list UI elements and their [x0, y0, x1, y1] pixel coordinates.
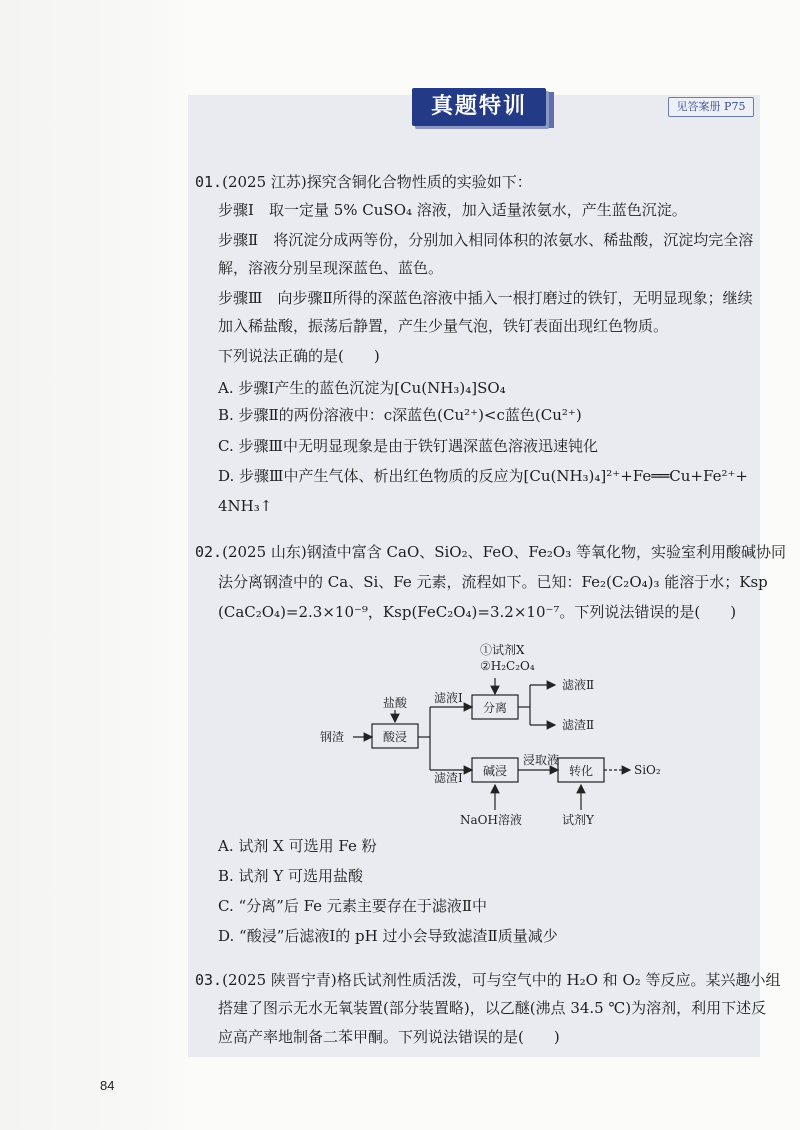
q1-option-a[interactable]: A. 步骤Ⅰ产生的蓝色沉淀为[Cu(NH₃)₄]SO₄ — [218, 379, 506, 397]
section-banner: 真题特训 — [412, 88, 546, 126]
label-filtrate-2: 滤液Ⅱ — [562, 678, 595, 692]
q1-step-2-text-a: 将沉淀分成两等份，分别加入相同体积的浓氨水、稀盐酸，沉淀均完全溶 — [273, 231, 754, 249]
question-3-source: (2025 陕晋宁青) — [222, 971, 337, 989]
q1-option-d-cont: 4NH₃↑ — [218, 497, 273, 515]
q1-option-b[interactable]: B. 步骤Ⅱ的两份溶液中：c深蓝色(Cu²⁺)<c蓝色(Cu²⁺) — [218, 406, 582, 424]
label-separation: 分离 — [483, 701, 508, 715]
q1-step-3 — [218, 288, 753, 308]
question-3-line-1: 格氏试剂性质活泼，可与空气中的 H₂O 和 O₂ 等反应。某兴趣小组 — [336, 971, 781, 989]
question-3-number: 03. — [195, 971, 223, 989]
question-2-number: 02. — [195, 543, 223, 561]
question-2-heading — [195, 542, 786, 562]
q1-option-c[interactable]: C. 步骤Ⅲ中无明显现象是由于铁钉遇深蓝色溶液迅速钝化 — [218, 437, 598, 455]
label-sio2: SiO₂ — [634, 763, 661, 777]
left-margin — [0, 0, 185, 1130]
q1-step-2-text-b: 解，溶液分别呈现深蓝色、蓝色。 — [218, 259, 444, 277]
q1-step-1-text: 取一定量 5% CuSO₄ 溶液，加入适量浓氨水，产生蓝色沉淀。 — [268, 201, 687, 219]
label-acid-leach: 酸浸 — [383, 730, 408, 744]
question-2-line-2: 法分离钢渣中的 Ca、Si、Fe 元素，流程如下。已知：Fe₂(C₂O₄)₃ 能溶于水；Ksp — [218, 573, 768, 591]
label-leachate: 浸取液 — [523, 753, 560, 767]
q1-step-2-label: 步骤Ⅱ — [218, 231, 259, 249]
label-filtrate-1: 滤液Ⅰ — [434, 691, 463, 705]
question-3-line-3: 应高产率地制备二苯甲酮。下列说法错误的是( ) — [218, 1028, 560, 1046]
label-residue-2: 滤渣Ⅱ — [562, 718, 595, 732]
label-residue-1: 滤渣Ⅰ — [434, 771, 463, 785]
question-2-source: (2025 山东) — [222, 543, 307, 561]
question-1-source: (2025 江苏) — [222, 173, 307, 191]
question-2-line-1: 钢渣中富含 CaO、SiO₂、FeO、Fe₂O₃ 等氧化物，实验室利用酸碱协同 — [306, 543, 786, 561]
label-steel-slag: 钢渣 — [320, 730, 345, 744]
label-alkali-leach: 碱浸 — [483, 764, 508, 778]
banner-shadow — [546, 92, 554, 128]
flow-diagram — [300, 640, 700, 830]
q2-option-c[interactable]: C. “分离”后 Fe 元素主要存在于滤液Ⅱ中 — [218, 897, 488, 915]
label-naoh: NaOH溶液 — [460, 813, 522, 827]
q1-step-1-label: 步骤Ⅰ — [218, 201, 254, 219]
label-reagent-y: 试剂Y — [562, 813, 594, 827]
q2-option-d[interactable]: D. “酸浸”后滤液Ⅰ的 pH 过小会导致滤渣Ⅱ质量减少 — [218, 927, 558, 945]
question-1-heading — [195, 172, 532, 192]
question-3-heading — [195, 970, 781, 990]
question-2-line-3: (CaC₂O₄)=2.3×10⁻⁹，Ksp(FeC₂O₄)=3.2×10⁻⁷。下列说法错误的是( ) — [218, 603, 737, 621]
label-hcl: 盐酸 — [383, 696, 408, 710]
answer-reference-tag: 见答案册 P75 — [668, 97, 754, 117]
question-1-number: 01. — [195, 173, 223, 191]
q2-option-b[interactable]: B. 试剂 Y 可选用盐酸 — [218, 867, 363, 885]
q1-step-2 — [218, 230, 753, 250]
q1-step-3-text-a: 向步骤Ⅱ所得的深蓝色溶液中插入一根打磨过的铁钉，无明显现象；继续 — [277, 289, 753, 307]
q1-step-1 — [218, 200, 687, 220]
label-reagent-x: ①试剂X — [480, 643, 525, 657]
label-conversion: 转化 — [569, 764, 594, 778]
q1-option-d[interactable]: D. 步骤Ⅲ中产生气体、析出红色物质的反应为[Cu(NH₃)₄]²⁺+Fe══Cu+Fe²⁺+ — [218, 467, 748, 485]
question-3-line-2: 搭建了图示无水无氧装置(部分装置略)，以乙醚(沸点 34.5 ℃)为溶剂，利用下述反 — [218, 999, 767, 1017]
q1-step-3-text-b: 加入稀盐酸，振荡后静置，产生少量气泡，铁钉表面出现红色物质。 — [218, 317, 669, 335]
label-h2c2o4: ②H₂C₂O₄ — [480, 659, 535, 673]
question-1-stem: 探究含铜化合物性质的实验如下： — [306, 173, 532, 191]
q2-option-a[interactable]: A. 试剂 X 可选用 Fe 粉 — [218, 837, 377, 855]
q1-question: 下列说法正确的是( ) — [218, 347, 380, 365]
q1-step-3-label: 步骤Ⅲ — [218, 289, 263, 307]
page-number: 84 — [100, 1078, 115, 1093]
